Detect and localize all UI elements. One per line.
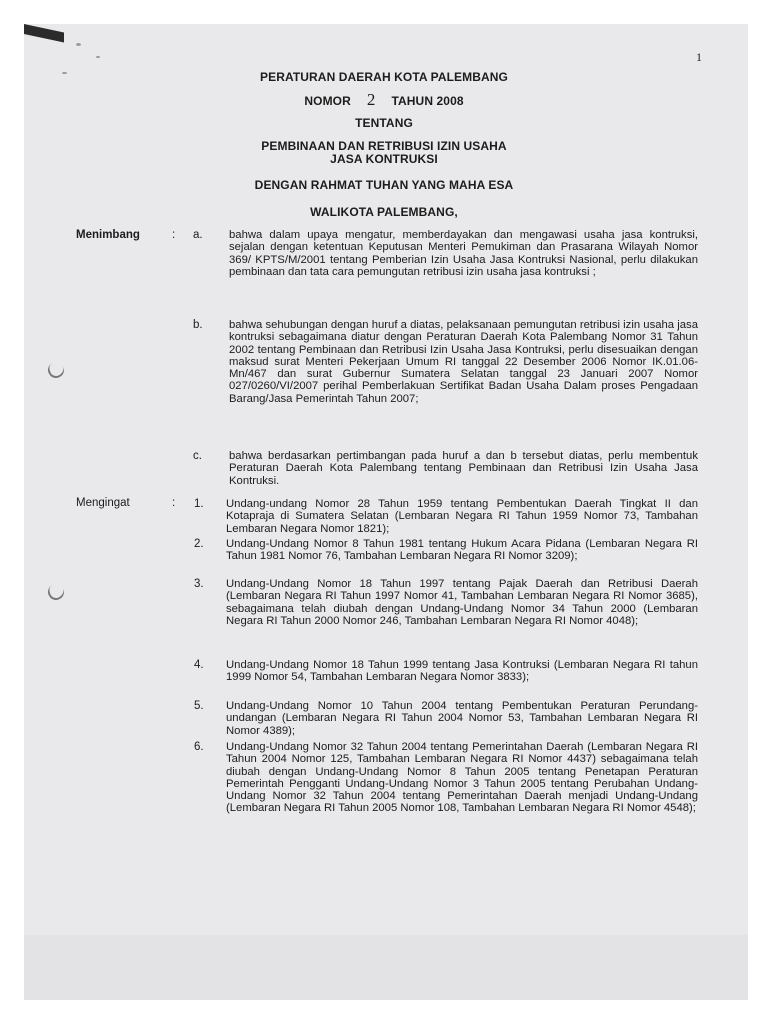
mengingat-item-4-text: Undang-Undang Nomor 18 Tahun 1999 tentang Jasa Kontruksi (Lembaran Negara RI tahun 1999 Nomor 54, Tambahan Lembaran Negara Nomor 3833); [226,659,698,684]
mengingat-label: Mengingat [76,497,130,509]
menimbang-item-b-marker: b. [193,319,203,331]
menimbang-item-c-marker: c. [193,450,202,462]
mengingat-item-2-marker: 2. [194,538,204,550]
regulation-title: PERATURAN DAERAH KOTA PALEMBANG [260,70,508,84]
mengingat-item-1-marker: 1. [194,498,204,510]
nomor-value: 2 [366,90,376,109]
menimbang-item-c-text: bahwa berdasarkan pertimbangan pada huruf a dan b tersebut diatas, perlu membentuk Peraturan Daerah Kota Palembang tentang Pembinaan dan Retribusi Izin Usaha Jasa Kontruksi. [229,450,698,487]
walikota-heading: WALIKOTA PALEMBANG, [310,205,458,219]
mengingat-item-5-text: Undang-Undang Nomor 10 Tahun 2004 tentang Pembentukan Peraturan Perundang-undangan (Lembaran Negara RI Tahun 2004 Nomor 53, Tambahan Lembaran Negara RI Nomor 4389); [226,700,698,737]
subject-line-2: JASA KONTRUKSI [330,152,438,166]
page-bottom-shade [24,935,748,1000]
mengingat-item-4-marker: 4. [194,659,204,671]
tahun-label: TAHUN 2008 [391,94,464,108]
regulation-number-line [0,90,768,110]
scan-smudge [96,56,100,58]
page-number: 1 [696,50,702,64]
mengingat-colon: : [172,497,176,509]
menimbang-colon: : [172,229,176,241]
scan-smudge [76,43,81,46]
menimbang-item-b-text: bahwa sehubungan dengan huruf a diatas, pelaksanaan pemungutan retribusi izin usaha jasa kontruksi sebagaimana diatur dengan Peraturan Daerah Kota Palembang Nomor 31 Tahun 2002 tentang Pembinaan dan Retribusi Izin Usaha Jasa Kontruksi, perlu disesuaikan dengan maksud surat Menteri Pekerjaan Umum RI tanggal 22 Desember 2006 Nomor IK.01.06-Mn/467 dan surat Gubernur Sumatera Selatan tanggal 23 Januari 2007 Nomor 027/0260/VI/2007 perihal Pemberlakuan Sertifikat Badan Usaha Dalam proses Pengadaan Barang/Jasa Pemerintah Tahun 2007; [229,319,698,405]
mengingat-item-2-text: Undang-Undang Nomor 8 Tahun 1981 tentang Hukum Acara Pidana (Lembaran Negara RI Tahun 1981 Nomor 76, Tambahan Lembaran Negara RI Nomor 3209); [226,538,698,563]
rahmat-heading: DENGAN RAHMAT TUHAN YANG MAHA ESA [254,178,514,192]
mengingat-item-5-marker: 5. [194,700,204,712]
menimbang-item-a-marker: a. [193,229,203,241]
menimbang-item-a-text: bahwa dalam upaya mengatur, memberdayakan dan mengawasi usaha jasa kontruksi, sejalan dengan ketentuan Keputusan Menteri Pemukiman dan Prasarana Wilayah Nomor 369/ KPTS/M/2001 tentang Pemberian Izin Usaha Jasa Kontruksi Nasional, perlu dilakukan pembinaan dan tata cara pemungutan retribusi izin usaha jasa kontruksi ; [229,229,698,278]
tentang-heading: TENTANG [355,116,413,130]
menimbang-label: Menimbang [76,229,140,241]
subject-line-1: PEMBINAAN DAN RETRIBUSI IZIN USAHA [261,139,507,153]
mengingat-item-3-marker: 3. [194,578,204,590]
mengingat-item-3-text: Undang-Undang Nomor 18 Tahun 1997 tentang Pajak Daerah dan Retribusi Daerah (Lembaran Negara RI Tahun 1997 Nomor 41, Tambahan Lembaran Negara RI Nomor 3685), sebagaimana telah diubah dengan Undang-Undang Nomor 34 Tahun 2000 (Lembaran Negara RI Tahun 2000 Nomor 246, Tambahan Lembaran Negara RI Nomor 4048); [226,578,698,627]
mengingat-item-6-marker: 6. [194,741,204,753]
mengingat-item-1-text: Undang-undang Nomor 28 Tahun 1959 tentang Pembentukan Daerah Tingkat II dan Kotapraja di Sumatera Selatan (Lembaran Negara RI Tahun 1959 Nomor 73, Tambahan Lembaran Negara Nomor 1821); [226,498,698,535]
mengingat-item-6-text: Undang-Undang Nomor 32 Tahun 2004 tentang Pemerintahan Daerah (Lembaran Negara RI Tahun 2004 Nomor 125, Tambahan Lembaran Negara RI Nomor 4437) sebagaimana telah diubah dengan Undang-Undang Nomor 8 Tahun 2005 tentang Penetapan Peraturan Pemerintah Pengganti Undang-Undang Nomor 3 Tahun 2005 tentang Perubahan Undang-Undang Nomor 32 Tahun 2004 tentang Pemerintahan Daerah menjadi Undang-Undang (Lembaran Negara RI Tahun 2005 Nomor 108, Tambahan Lembaran Negara RI Nomor 4548); [226,741,698,815]
nomor-label: NOMOR [304,94,351,108]
